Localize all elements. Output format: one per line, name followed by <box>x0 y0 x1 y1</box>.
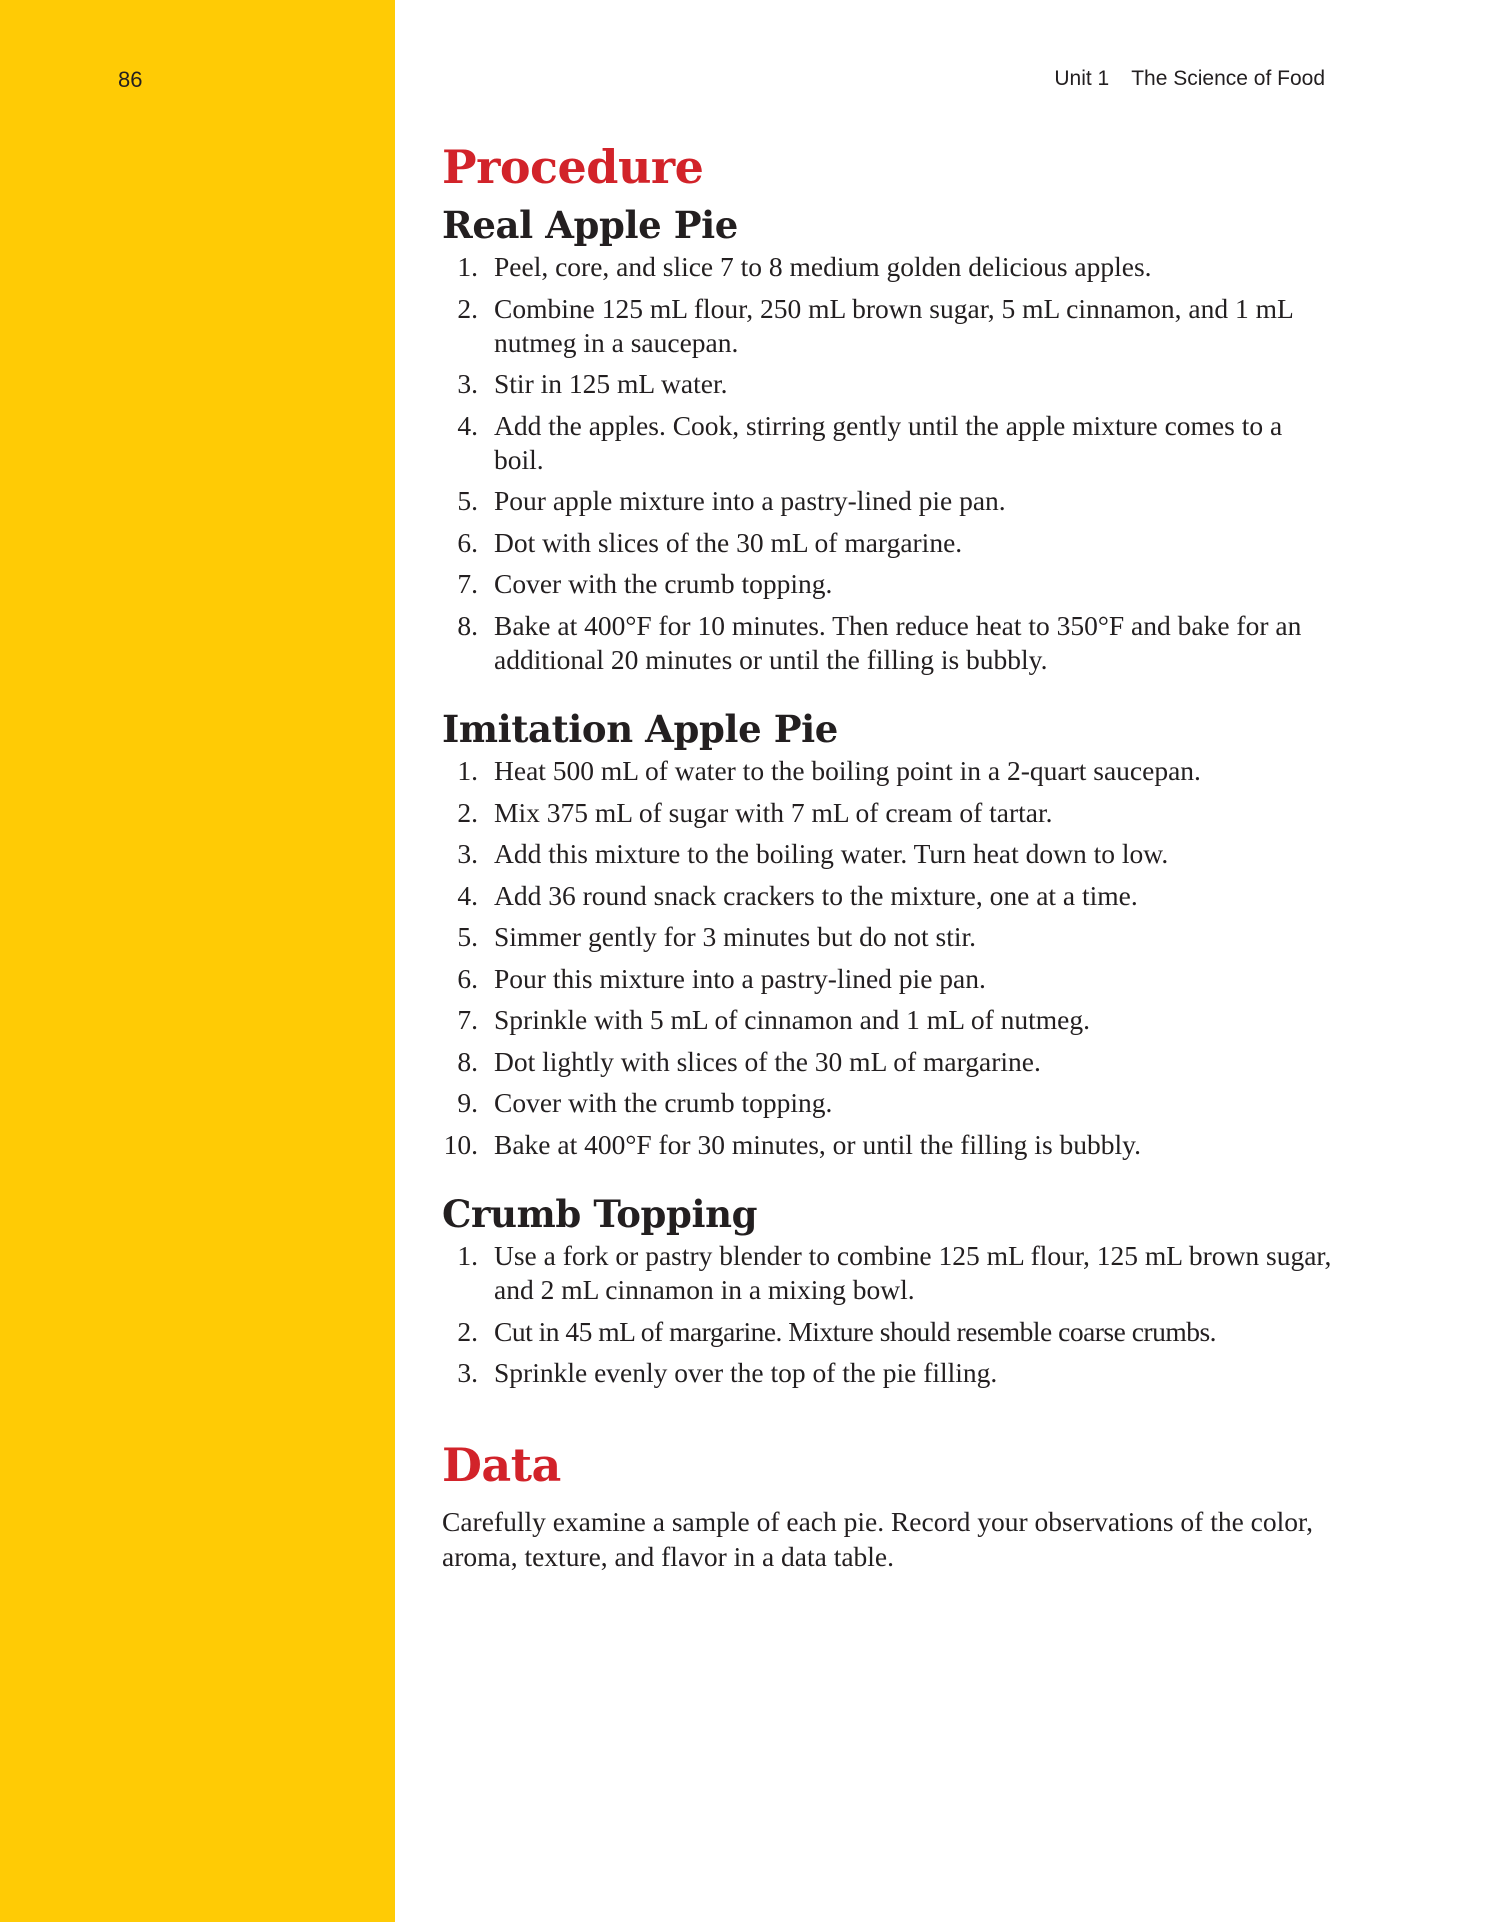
step-number: 7. <box>457 1004 478 1035</box>
step-item <box>442 250 1332 284</box>
step-text: Sprinkle evenly over the top of the pie filling. <box>494 1357 998 1388</box>
step-item <box>442 879 1332 913</box>
step-text: Combine 125 mL flour, 250 mL brown sugar, 5 mL cinnamon, and 1 mL nutmeg in a saucepan. <box>494 292 1293 358</box>
spacer <box>442 684 1332 704</box>
step-number: 3. <box>457 1357 478 1388</box>
step-number: 2. <box>457 292 478 324</box>
spacer <box>442 1398 1332 1432</box>
step-text: Dot with slices of the 30 mL of margarine. <box>494 526 963 558</box>
step-text: Cut in 45 mL of margarine. Mixture should resemble coarse crumbs. <box>494 1315 1217 1347</box>
step-item <box>442 1003 1332 1037</box>
step-number: 4. <box>457 409 478 441</box>
step-item <box>442 1045 1332 1079</box>
procedure-heading: Procedure <box>442 140 704 194</box>
step-text: Heat 500 mL of water to the boiling point in a 2-quart saucepan. <box>494 755 1201 786</box>
step-number: 3. <box>457 368 478 399</box>
step-number: 9. <box>457 1087 478 1118</box>
step-number: 1. <box>457 251 478 282</box>
crumb-topping-steps <box>442 1239 1332 1390</box>
step-item <box>442 367 1332 401</box>
step-item <box>442 962 1332 996</box>
running-header <box>1054 67 1325 91</box>
step-text: Bake at 400°F for 30 minutes, or until the filling is bubbly. <box>494 1128 1142 1160</box>
step-number: 8. <box>457 609 478 641</box>
step-number: 6. <box>457 526 478 558</box>
imitation-apple-pie-heading: Imitation Apple Pie <box>442 707 838 751</box>
step-item <box>442 920 1332 954</box>
step-number: 2. <box>457 1315 478 1347</box>
step-number: 2. <box>457 796 478 828</box>
step-text: Cover with the crumb topping. <box>494 1087 833 1118</box>
step-item <box>442 1356 1332 1390</box>
step-item <box>442 1086 1332 1120</box>
step-number: 7. <box>457 568 478 599</box>
step-item <box>442 837 1332 871</box>
step-text: Use a fork or pastry blender to combine 125 mL flour, 125 mL brown sugar, and 2 mL cinnamon in a mixing bowl. <box>494 1240 1332 1305</box>
real-apple-pie-heading: Real Apple Pie <box>442 203 738 247</box>
step-item <box>442 526 1332 560</box>
step-text: Add the apples. Cook, stirring gently until the apple mixture comes to a boil. <box>494 409 1283 475</box>
step-text: Bake at 400°F for 10 minutes. Then reduce heat to 350°F and bake for an additional 20 minutes or until the filling is bubbly. <box>494 609 1302 675</box>
step-text: Add this mixture to the boiling water. Turn heat down to low. <box>494 838 1169 869</box>
unit-title: The Science of Food <box>1131 67 1325 90</box>
step-text: Dot lightly with slices of the 30 mL of margarine. <box>494 1045 1041 1077</box>
step-item <box>442 484 1332 518</box>
step-item <box>442 567 1332 601</box>
step-text: Peel, core, and slice 7 to 8 medium golden delicious apples. <box>494 251 1152 282</box>
step-text: Cover with the crumb topping. <box>494 568 833 599</box>
step-item <box>442 1239 1332 1307</box>
step-item <box>442 1315 1332 1349</box>
yellow-side-band <box>0 0 395 1922</box>
data-heading: Data <box>442 1437 561 1492</box>
data-intro-paragraph: Carefully examine a sample of each pie. Record your observations of the color, aroma, texture, and flavor in a data table. <box>442 1505 1313 1572</box>
step-number: 4. <box>457 879 478 911</box>
step-number: 5. <box>457 921 478 952</box>
imitation-apple-pie-steps <box>442 754 1332 1162</box>
step-text: Add 36 round snack crackers to the mixture, one at a time. <box>494 879 1138 911</box>
step-text: Pour this mixture into a pastry-lined pie pan. <box>494 962 986 994</box>
step-number: 6. <box>457 962 478 994</box>
step-item <box>442 292 1332 360</box>
spacer <box>442 1169 1332 1189</box>
step-item <box>442 1128 1332 1162</box>
step-text: Stir in 125 mL water. <box>494 368 728 399</box>
page-number: 86 <box>118 67 143 92</box>
step-number: 1. <box>457 755 478 786</box>
step-text: Sprinkle with 5 mL of cinnamon and 1 mL of nutmeg. <box>494 1004 1090 1035</box>
step-text: Pour apple mixture into a pastry-lined pie pan. <box>494 485 1006 516</box>
step-number: 8. <box>457 1045 478 1077</box>
step-number: 5. <box>457 485 478 516</box>
step-item <box>442 409 1332 477</box>
step-item <box>442 796 1332 830</box>
step-text: Mix 375 mL of sugar with 7 mL of cream of tartar. <box>494 796 1053 828</box>
page-content <box>442 134 1332 1574</box>
step-number: 3. <box>457 838 478 869</box>
step-item <box>442 609 1332 677</box>
step-text: Simmer gently for 3 minutes but do not stir. <box>494 921 976 952</box>
real-apple-pie-steps <box>442 250 1332 677</box>
step-number: 1. <box>457 1240 478 1271</box>
crumb-topping-heading: Crumb Topping <box>442 1192 758 1236</box>
step-item <box>442 754 1332 788</box>
unit-label: Unit 1 <box>1054 67 1110 90</box>
step-number: 10. <box>443 1128 478 1160</box>
